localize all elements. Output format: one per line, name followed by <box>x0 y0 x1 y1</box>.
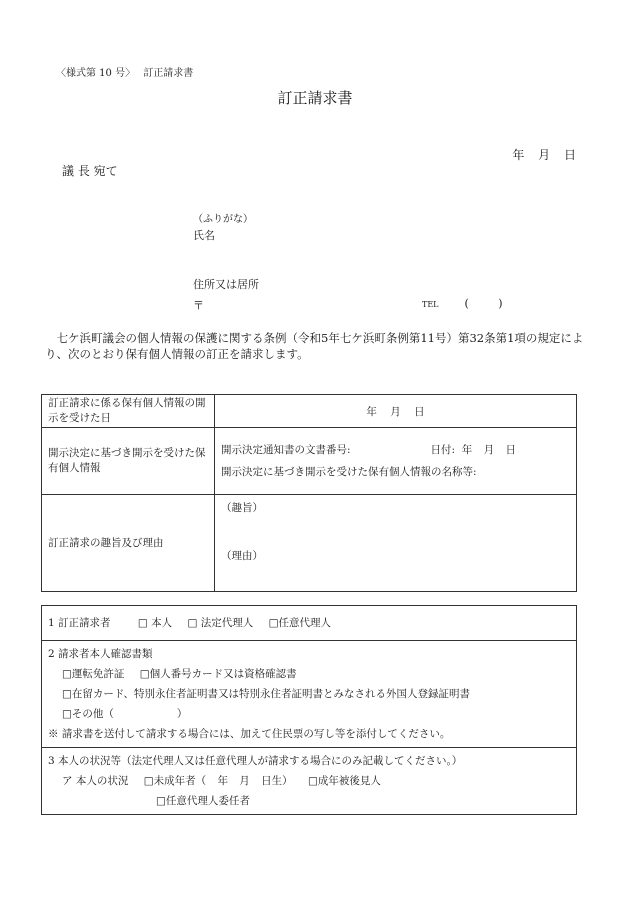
tel-label: TEL <box>422 300 439 309</box>
tel-field <box>422 297 503 310</box>
furigana-label: （ふりがな） <box>193 214 253 225</box>
notice-date-label: 日付: <box>430 444 456 456</box>
request-date: 年 月 日 <box>512 148 576 162</box>
disclosed-info-cell <box>215 428 577 495</box>
purpose-reason-label: 訂正請求の趣旨及び理由 <box>42 495 215 592</box>
requester-type-label: 1 訂正請求者 <box>48 617 111 629</box>
form-number: 〈様式第 10 号〉 訂正請求書 <box>56 68 194 79</box>
addressee: 議 長 宛て <box>62 164 118 178</box>
notice-date-value: 年 月 日 <box>461 444 516 456</box>
other-doc-checkbox[interactable]: □その他（ ） <box>62 708 188 720</box>
requester-voluntary-rep-checkbox[interactable]: □任意代理人 <box>268 617 332 629</box>
mail-request-note: ※ 請求書を送付して請求する場合には、加えて住民票の写し等を添付してください。 <box>48 728 451 740</box>
drivers-license-checkbox[interactable]: □運転免許証 <box>62 668 125 680</box>
voluntary-rep-principal-checkbox[interactable]: □任意代理人委任者 <box>156 795 250 807</box>
purpose-label: （趣旨） <box>221 502 263 514</box>
purpose-reason-cell <box>215 495 577 592</box>
address-label: 住所又は居所 <box>193 278 259 291</box>
request-details-table <box>41 394 577 592</box>
principal-status-label: 3 本人の状況等（法定代理人又は任意代理人が請求する場合にのみ記載してください。） <box>48 755 463 767</box>
requester-type-section <box>42 606 577 641</box>
doc-number-label: 開示決定通知書の文書番号: <box>221 444 351 456</box>
requester-info-table <box>41 605 577 815</box>
requester-legal-rep-checkbox[interactable]: □ 法定代理人 <box>187 617 254 629</box>
id-documents-section <box>42 641 577 748</box>
disclosure-date-value: 年 月 日 <box>215 395 577 428</box>
principal-status-section <box>42 748 577 815</box>
id-doc-line-1 <box>48 664 570 684</box>
principal-status-line-1 <box>48 771 570 791</box>
page-title: 訂正請求書 <box>277 89 353 107</box>
id-documents-label: 2 請求者本人確認書類 <box>48 648 153 660</box>
postal-mark: 〒 <box>193 299 204 312</box>
disclosed-info-name-label: 開示決定に基づき開示を受けた保有個人情報の名称等: <box>221 466 477 478</box>
residence-card-checkbox[interactable]: □在留カード、特別永住者証明書又は特別永住者証明書とみなされる外国人登録証明書 <box>62 688 470 700</box>
reason-label: （理由） <box>221 550 263 562</box>
principal-status-sublabel: ア 本人の状況 <box>62 775 129 787</box>
tel-parens: ( ) <box>464 297 503 310</box>
name-label: 氏名 <box>193 229 215 242</box>
request-statement: 七ケ浜町議会の個人情報の保護に関する条例（令和5年七ケ浜町条例第11号）第32条第1項の規定により、次のとおり保有個人情報の訂正を請求します。 <box>45 331 584 361</box>
my-number-card-checkbox[interactable]: □個人番号カード又は資格確認書 <box>139 668 297 680</box>
disclosure-date-label: 訂正請求に係る保有個人情報の開示を受けた日 <box>42 395 215 428</box>
requester-self-checkbox[interactable]: □ 本人 <box>137 617 173 629</box>
minor-checkbox[interactable]: □未成年者（ 年 月 日生） <box>143 775 293 787</box>
disclosed-info-label: 開示決定に基づき開示を受けた保有個人情報 <box>42 428 215 495</box>
adult-ward-checkbox[interactable]: □成年被後見人 <box>307 775 381 787</box>
